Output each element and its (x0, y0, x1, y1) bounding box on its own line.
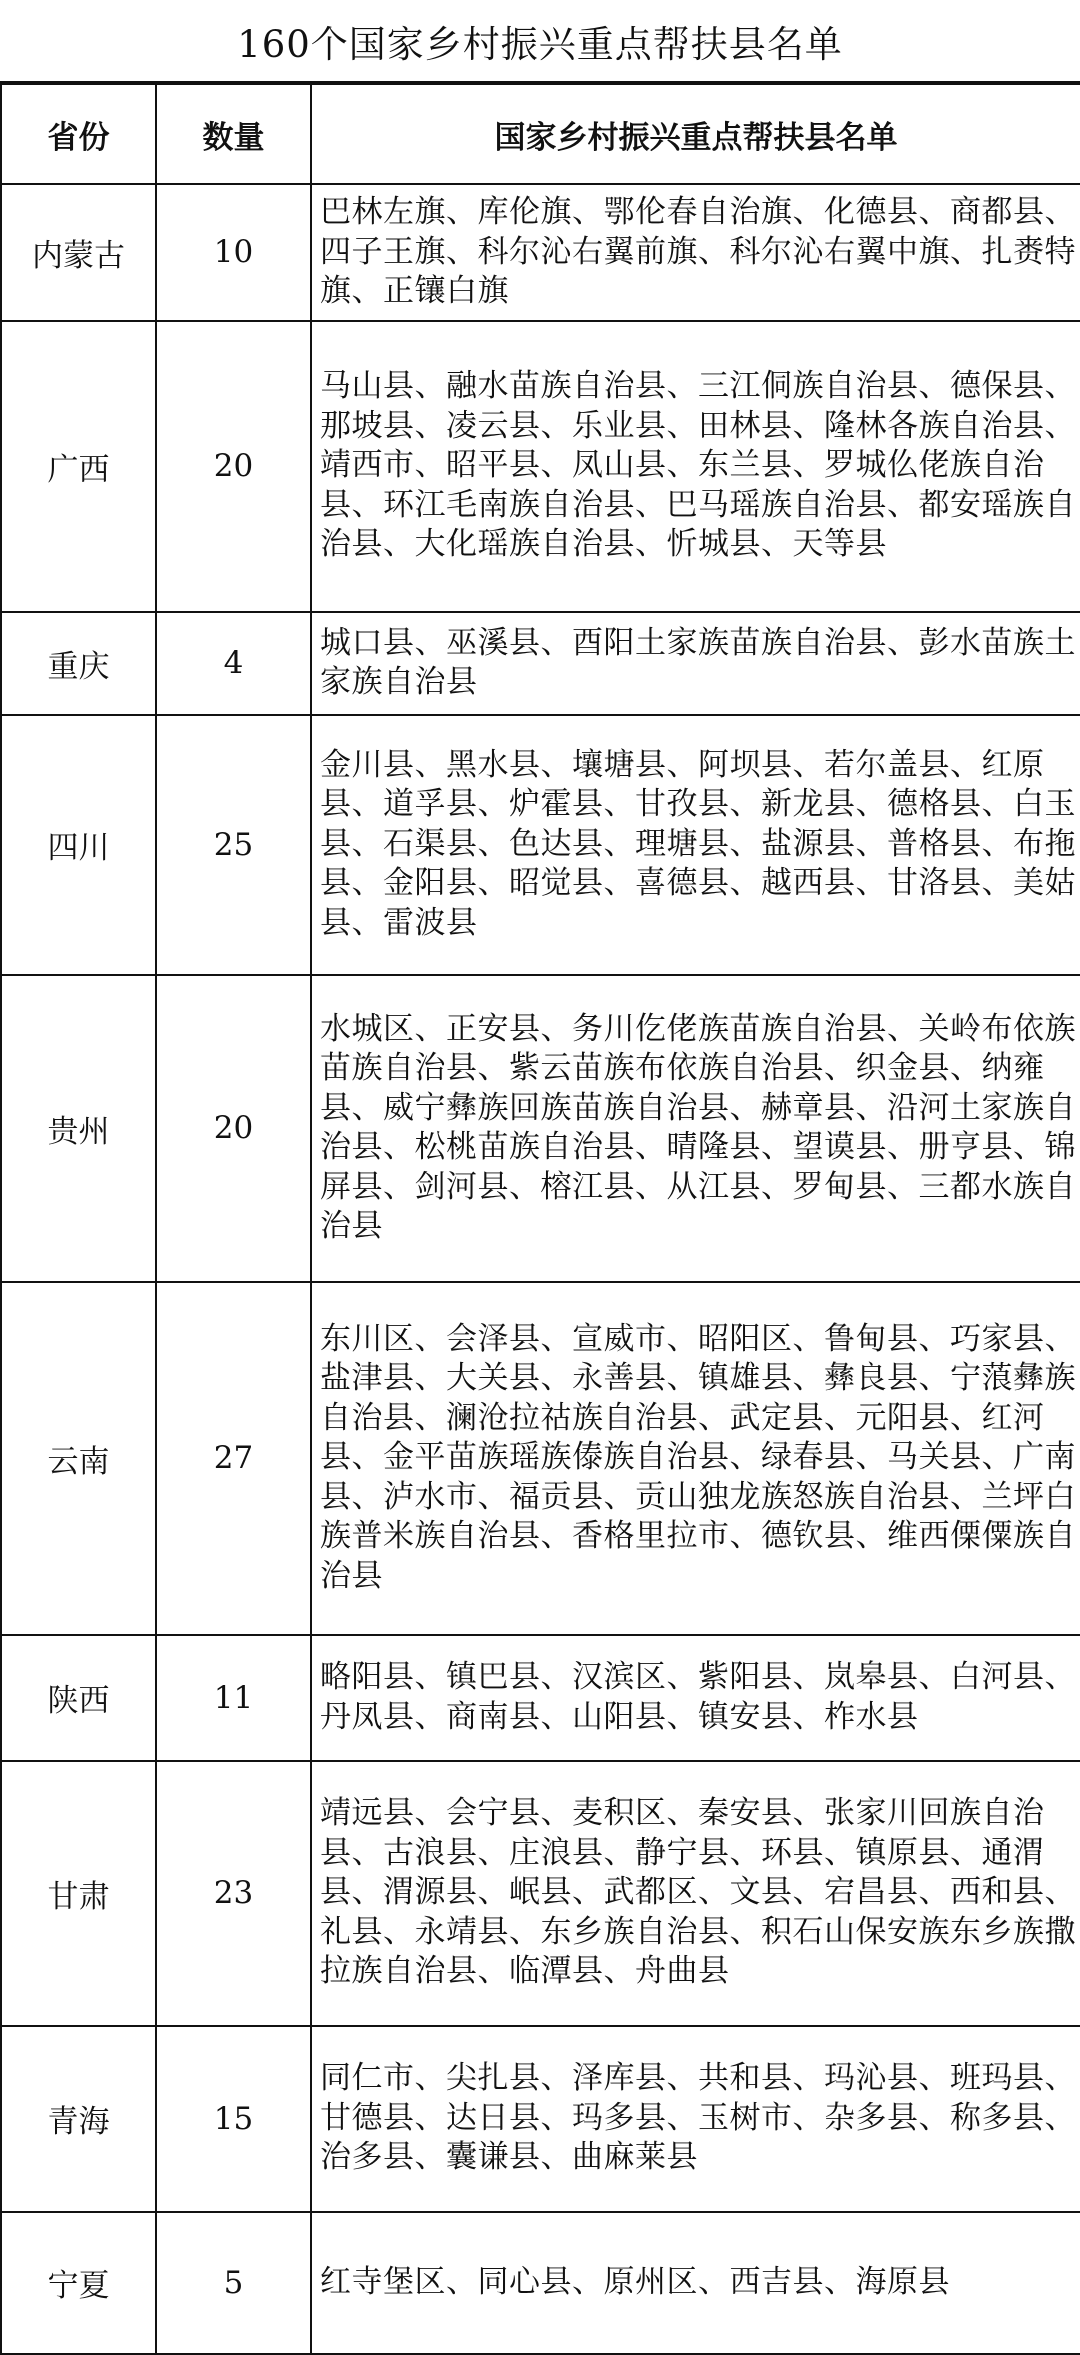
table-row (1, 184, 1080, 321)
table-row (1, 1282, 1080, 1635)
header-count: 数量 (156, 84, 311, 184)
province-cell: 四川 (1, 715, 156, 975)
names-cell: 巴林左旗、库伦旗、鄂伦春自治旗、化德县、商都县、四子王旗、科尔沁右翼前旗、科尔沁右翼中旗、扎赉特旗、正镶白旗 (311, 184, 1080, 321)
province-cell: 内蒙古 (1, 184, 156, 321)
province-cell: 陕西 (1, 1635, 156, 1761)
names-cell: 金川县、黑水县、壤塘县、阿坝县、若尔盖县、红原县、道孚县、炉霍县、甘孜县、新龙县、德格县、白玉县、石渠县、色达县、理塘县、盐源县、普格县、布拖县、金阳县、昭觉县、喜德县、越西县、甘洛县、美姑县、雷波县 (311, 715, 1080, 975)
names-cell: 水城区、正安县、务川仡佬族苗族自治县、关岭布依族苗族自治县、紫云苗族布依族自治县、织金县、纳雍县、威宁彝族回族苗族自治县、赫章县、沿河土家族自治县、松桃苗族自治县、晴隆县、望谟县、册亨县、锦屏县、剑河县、榕江县、从江县、罗甸县、三都水族自治县 (311, 975, 1080, 1282)
header-province: 省份 (1, 84, 156, 184)
count-cell: 15 (156, 2026, 311, 2212)
names-cell: 城口县、巫溪县、酉阳土家族苗族自治县、彭水苗族土家族自治县 (311, 612, 1080, 715)
table-row (1, 1635, 1080, 1761)
table-row (1, 2212, 1080, 2354)
province-cell: 云南 (1, 1282, 156, 1635)
names-cell: 靖远县、会宁县、麦积区、秦安县、张家川回族自治县、古浪县、庄浪县、静宁县、环县、镇原县、通渭县、渭源县、岷县、武都区、文县、宕昌县、西和县、礼县、永靖县、东乡族自治县、积石山保安族东乡族撒拉族自治县、临潭县、舟曲县 (311, 1761, 1080, 2026)
page-title: 160个国家乡村振兴重点帮扶县名单 (0, 0, 1080, 83)
table-header-row (1, 84, 1080, 184)
names-cell: 马山县、融水苗族自治县、三江侗族自治县、德保县、那坡县、凌云县、乐业县、田林县、隆林各族自治县、靖西市、昭平县、凤山县、东兰县、罗城仫佬族自治县、环江毛南族自治县、巴马瑶族自治县、都安瑶族自治县、大化瑶族自治县、忻城县、天等县 (311, 321, 1080, 612)
table-row (1, 321, 1080, 612)
count-cell: 11 (156, 1635, 311, 1761)
province-cell: 青海 (1, 2026, 156, 2212)
province-cell: 贵州 (1, 975, 156, 1282)
province-cell: 重庆 (1, 612, 156, 715)
province-cell: 甘肃 (1, 1761, 156, 2026)
count-cell: 27 (156, 1282, 311, 1635)
table-row (1, 612, 1080, 715)
count-cell: 20 (156, 975, 311, 1282)
names-cell: 略阳县、镇巴县、汉滨区、紫阳县、岚皋县、白河县、丹凤县、商南县、山阳县、镇安县、柞水县 (311, 1635, 1080, 1761)
province-cell: 广西 (1, 321, 156, 612)
names-cell: 同仁市、尖扎县、泽库县、共和县、玛沁县、班玛县、甘德县、达日县、玛多县、玉树市、杂多县、称多县、治多县、囊谦县、曲麻莱县 (311, 2026, 1080, 2212)
count-cell: 10 (156, 184, 311, 321)
count-cell: 20 (156, 321, 311, 612)
names-cell: 东川区、会泽县、宣威市、昭阳区、鲁甸县、巧家县、盐津县、大关县、永善县、镇雄县、彝良县、宁蒗彝族自治县、澜沧拉祜族自治县、武定县、元阳县、红河县、金平苗族瑶族傣族自治县、绿春县、马关县、广南县、泸水市、福贡县、贡山独龙族怒族自治县、兰坪白族普米族自治县、香格里拉市、德钦县、维西傈僳族自治县 (311, 1282, 1080, 1635)
count-cell: 25 (156, 715, 311, 975)
table-row (1, 1761, 1080, 2026)
table-row (1, 715, 1080, 975)
province-cell: 宁夏 (1, 2212, 156, 2354)
table-row (1, 975, 1080, 1282)
count-cell: 5 (156, 2212, 311, 2354)
names-cell: 红寺堡区、同心县、原州区、西吉县、海原县 (311, 2212, 1080, 2354)
count-cell: 4 (156, 612, 311, 715)
header-names: 国家乡村振兴重点帮扶县名单 (311, 84, 1080, 184)
table-row (1, 2026, 1080, 2212)
county-table (0, 83, 1080, 2355)
count-cell: 23 (156, 1761, 311, 2026)
